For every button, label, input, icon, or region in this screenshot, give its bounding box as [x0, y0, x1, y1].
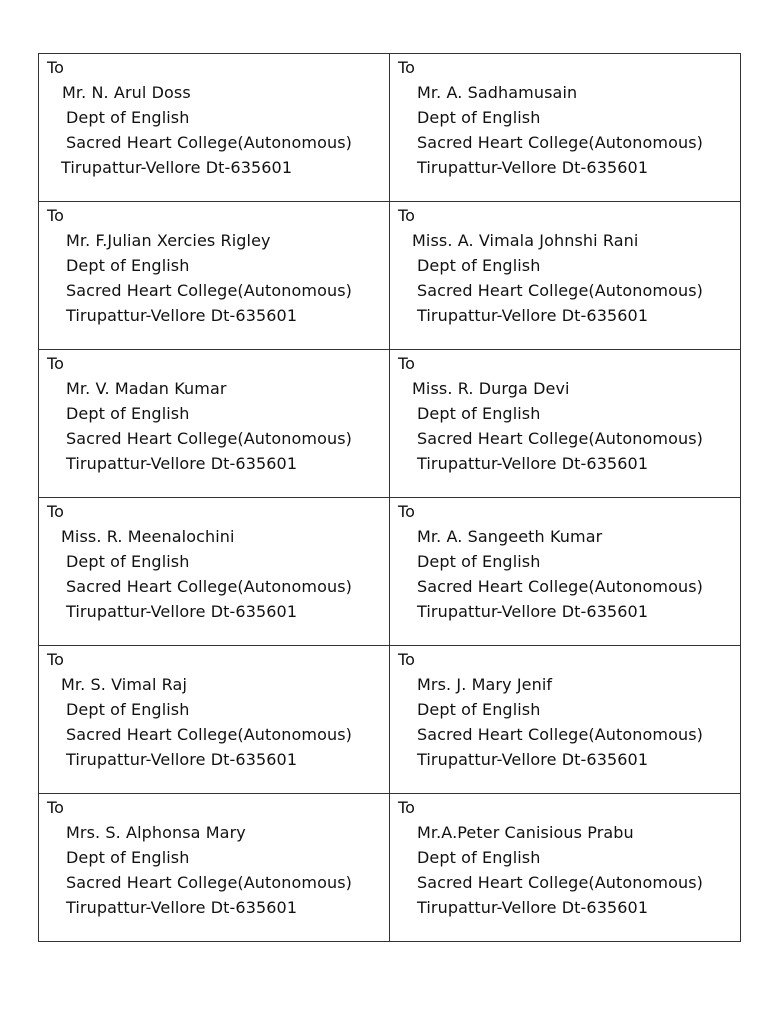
city-line: Tirupattur-Vellore Dt-635601 [417, 158, 649, 177]
city-line: Tirupattur-Vellore Dt-635601 [66, 454, 298, 473]
city-line: Tirupattur-Vellore Dt-635601 [66, 750, 298, 769]
salutation: To [47, 206, 65, 225]
city-line: Tirupattur-Vellore Dt-635601 [61, 158, 293, 177]
recipient-name: Mrs. S. Alphonsa Mary [66, 823, 246, 842]
department: Dept of English [417, 404, 541, 423]
college-name: Sacred Heart College(Autonomous) [417, 725, 703, 744]
city-line: Tirupattur-Vellore Dt-635601 [66, 898, 298, 917]
salutation: To [47, 798, 65, 817]
recipient-name: Mrs. J. Mary Jenif [417, 675, 553, 694]
address-label [390, 350, 741, 498]
college-name: Sacred Heart College(Autonomous) [66, 725, 352, 744]
college-name: Sacred Heart College(Autonomous) [417, 133, 703, 152]
city-line: Tirupattur-Vellore Dt-635601 [417, 306, 649, 325]
label-row [39, 646, 741, 794]
salutation: To [398, 354, 416, 373]
address-label [39, 794, 390, 942]
college-name: Sacred Heart College(Autonomous) [417, 281, 703, 300]
recipient-name: Mr. V. Madan Kumar [66, 379, 227, 398]
salutation: To [398, 798, 416, 817]
recipient-name: Miss. R. Durga Devi [412, 379, 570, 398]
department: Dept of English [66, 256, 190, 275]
address-label [39, 350, 390, 498]
address-label [390, 202, 741, 350]
label-row [39, 350, 741, 498]
college-name: Sacred Heart College(Autonomous) [417, 873, 703, 892]
college-name: Sacred Heart College(Autonomous) [66, 577, 352, 596]
college-name: Sacred Heart College(Autonomous) [66, 873, 352, 892]
salutation: To [398, 58, 416, 77]
label-row [39, 498, 741, 646]
department: Dept of English [66, 848, 190, 867]
salutation: To [47, 354, 65, 373]
department: Dept of English [417, 848, 541, 867]
department: Dept of English [417, 552, 541, 571]
college-name: Sacred Heart College(Autonomous) [66, 429, 352, 448]
city-line: Tirupattur-Vellore Dt-635601 [66, 602, 298, 621]
recipient-name: Miss. R. Meenalochini [61, 527, 235, 546]
college-name: Sacred Heart College(Autonomous) [417, 577, 703, 596]
recipient-name: Mr. S. Vimal Raj [61, 675, 187, 694]
college-name: Sacred Heart College(Autonomous) [417, 429, 703, 448]
department: Dept of English [417, 256, 541, 275]
label-row [39, 54, 741, 202]
label-row [39, 794, 741, 942]
salutation: To [47, 58, 65, 77]
department: Dept of English [66, 552, 190, 571]
city-line: Tirupattur-Vellore Dt-635601 [417, 898, 649, 917]
recipient-name: Mr. A. Sangeeth Kumar [417, 527, 603, 546]
label-row [39, 202, 741, 350]
address-label [390, 54, 741, 202]
address-label [390, 794, 741, 942]
address-label-grid [38, 53, 741, 942]
salutation: To [47, 650, 65, 669]
salutation: To [47, 502, 65, 521]
department: Dept of English [417, 700, 541, 719]
address-label [39, 54, 390, 202]
department: Dept of English [66, 700, 190, 719]
college-name: Sacred Heart College(Autonomous) [66, 281, 352, 300]
city-line: Tirupattur-Vellore Dt-635601 [417, 750, 649, 769]
salutation: To [398, 502, 416, 521]
address-label [39, 202, 390, 350]
recipient-name: Mr.A.Peter Canisious Prabu [417, 823, 634, 842]
department: Dept of English [66, 404, 190, 423]
salutation: To [398, 206, 416, 225]
department: Dept of English [417, 108, 541, 127]
city-line: Tirupattur-Vellore Dt-635601 [417, 602, 649, 621]
college-name: Sacred Heart College(Autonomous) [66, 133, 352, 152]
salutation: To [398, 650, 416, 669]
address-label [39, 646, 390, 794]
recipient-name: Mr. A. Sadhamusain [417, 83, 578, 102]
department: Dept of English [66, 108, 190, 127]
address-label [39, 498, 390, 646]
recipient-name: Miss. A. Vimala Johnshi Rani [412, 231, 639, 250]
address-label [390, 498, 741, 646]
address-label [390, 646, 741, 794]
city-line: Tirupattur-Vellore Dt-635601 [66, 306, 298, 325]
recipient-name: Mr. F.Julian Xercies Rigley [66, 231, 271, 250]
city-line: Tirupattur-Vellore Dt-635601 [417, 454, 649, 473]
recipient-name: Mr. N. Arul Doss [62, 83, 191, 102]
